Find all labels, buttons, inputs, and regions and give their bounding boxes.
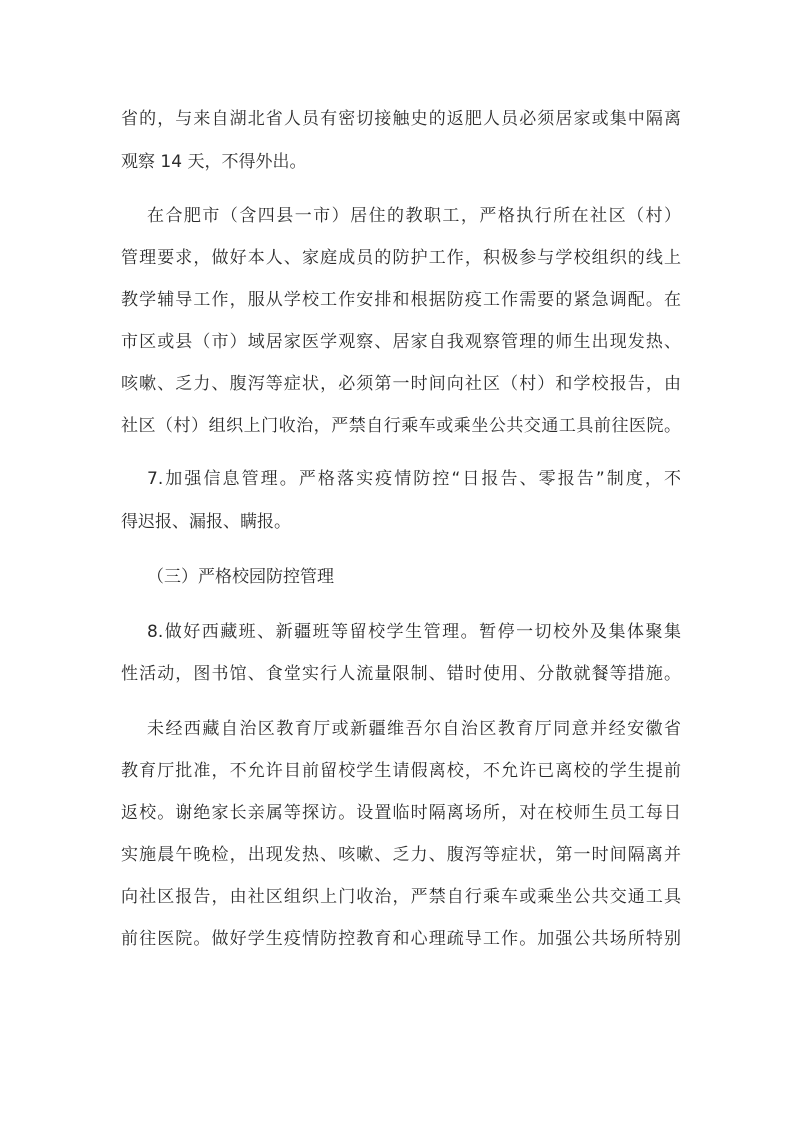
- text-line: 省的，与来自湖北省人员有密切接触史的返肥人员必须居家或集中隔离: [121, 109, 681, 129]
- section-heading: （三）严格校园防控管理: [147, 567, 334, 587]
- text-line: 市区或县（市）域居家医学观察、居家自我观察管理的师生出现发热、: [121, 332, 681, 352]
- text-line: 咳嗽、乏力、腹泻等症状，必须第一时间向社区（村）和学校报告，由: [121, 374, 681, 394]
- text-line: 教学辅导工作，服从学校工作安排和根据防疫工作需要的紧急调配。在: [121, 290, 681, 310]
- text-line: 在合肥市（含四县一市）居住的教职工，严格执行所在社区（村）: [147, 206, 681, 226]
- text-line: 返校。谢绝家长亲属等探访。设置临时隔离场所，对在校师生员工每日: [121, 803, 681, 823]
- text-line: 向社区报告，由社区组织上门收治，严禁自行乘车或乘坐公共交通工具: [121, 887, 681, 907]
- text-line: 7.加强信息管理。严格落实疫情防控“日报告、零报告”制度，不: [147, 469, 681, 489]
- text-line: 观察 14 天，不得外出。: [121, 152, 307, 172]
- text-line: 实施晨午晚检，出现发热、咳嗽、乏力、腹泻等症状，第一时间隔离并: [121, 845, 681, 865]
- text-line: 性活动，图书馆、食堂实行人流量限制、错时使用、分散就餐等措施。: [121, 664, 681, 684]
- text-line: 管理要求，做好本人、家庭成员的防护工作，积极参与学校组织的线上: [121, 248, 681, 268]
- text-line: 社区（村）组织上门收治，严禁自行乘车或乘坐公共交通工具前往医院。: [121, 416, 681, 436]
- text-line: 未经西藏自治区教育厅或新疆维吾尔自治区教育厅同意并经安徽省: [147, 719, 681, 739]
- text-line: 前往医院。做好学生疫情防控教育和心理疏导工作。加强公共场所特别: [121, 929, 681, 949]
- text-line: 得迟报、漏报、瞒报。: [121, 512, 291, 532]
- text-line: 8.做好西藏班、新疆班等留校学生管理。暂停一切校外及集体聚集: [147, 622, 681, 642]
- text-line: 教育厅批准，不允许目前留校学生请假离校，不允许已离校的学生提前: [121, 761, 681, 781]
